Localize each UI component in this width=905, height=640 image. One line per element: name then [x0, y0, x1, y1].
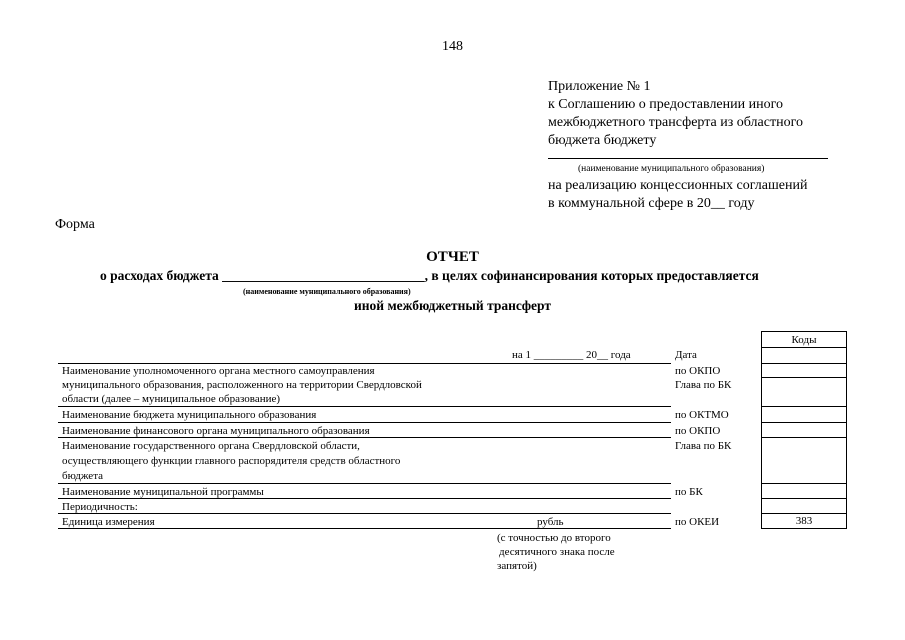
report-subtitle: о расходах бюджета ______________________________, в целях софинансирования которых предоставляется	[100, 268, 759, 283]
row-unit-value: рубль	[537, 516, 564, 528]
row-state-body-line-2: осуществляющего функции главного распорядителя средств областного	[62, 455, 401, 467]
appendix-purpose	[548, 177, 848, 213]
report-subtitle-2: иной межбюджетный трансферт	[353, 298, 552, 313]
rule-6	[58, 513, 671, 514]
appendix-line-6: в коммунальной сфере в 20__ году	[548, 196, 755, 211]
appendix-line-4: бюджета бюджету	[548, 133, 657, 148]
appendix-line-3: межбюджетного трансферта из областного	[548, 115, 803, 130]
appendix-line-5: на реализацию концессионных соглашений	[548, 178, 808, 193]
unit-note-line-2: десятичного знака после	[499, 546, 615, 558]
form-label: Форма	[55, 217, 95, 232]
code-label-glava-2: Глава по БК	[675, 440, 732, 452]
municipality-caption: (наименование муниципального образования)	[578, 164, 765, 174]
code-label-date: Дата	[675, 349, 697, 361]
rule-1	[58, 406, 671, 407]
code-label-oktmo: по ОКТМО	[675, 409, 729, 421]
appendix-heading	[548, 78, 838, 150]
code-cell-okei: 383	[762, 514, 847, 529]
rule-5	[58, 498, 671, 499]
row-authority-line-2: муниципального образования, расположенного на территории Свердловской	[62, 379, 422, 391]
code-cell-date[interactable]	[762, 348, 847, 364]
appendix-line-1: Приложение № 1	[548, 79, 651, 94]
row-state-body-line-1: Наименование государственного органа Свердловской области,	[62, 440, 360, 452]
row-authority-line-1: Наименование уполномоченного органа местного самоуправления	[62, 365, 375, 377]
row-state-body-line-3: бюджета	[62, 470, 104, 482]
date-line: на 1 _________ 20__ года	[512, 349, 631, 361]
code-cell-bk[interactable]	[762, 484, 847, 499]
rule-2	[58, 422, 671, 423]
codes-header: Коды	[762, 332, 847, 348]
appendix-line-2: к Соглашению о предоставлении иного	[548, 97, 783, 112]
rule-4	[58, 483, 671, 484]
unit-note-line-3: запятой)	[497, 560, 537, 572]
page-number: 148	[442, 39, 463, 54]
code-label-okpo-1: по ОКПО	[675, 365, 721, 377]
report-subtitle-caption: (наименование муниципального образования)	[243, 287, 411, 296]
row-program: Наименование муниципальной программы	[62, 486, 264, 498]
code-cell-okpo-1[interactable]	[762, 364, 847, 378]
code-label-okei: по ОКЕИ	[675, 516, 720, 528]
rule-7	[58, 528, 671, 529]
rule-top	[58, 363, 671, 364]
codes-table	[761, 331, 847, 529]
code-cell-glava-2[interactable]	[762, 438, 847, 484]
code-label-okpo-2: по ОКПО	[675, 425, 721, 437]
code-cell-oktmo[interactable]	[762, 407, 847, 423]
row-authority-line-3: области (далее – муниципальное образование)	[62, 393, 281, 405]
code-label-glava-1: Глава по БК	[675, 379, 732, 391]
report-title: ОТЧЕТ	[426, 249, 479, 265]
row-unit: Единица измерения	[62, 516, 155, 528]
code-cell-okpo-2[interactable]	[762, 423, 847, 438]
code-label-bk: по БК	[675, 486, 703, 498]
code-cell-glava-1[interactable]	[762, 378, 847, 407]
row-finance-body: Наименование финансового органа муниципального образования	[62, 425, 370, 437]
row-periodicity: Периодичность:	[62, 501, 138, 513]
rule-3	[58, 437, 671, 438]
code-cell-empty[interactable]	[762, 499, 847, 514]
row-budget-name: Наименование бюджета муниципального образования	[62, 409, 317, 421]
municipality-blank-line	[548, 158, 828, 159]
unit-note-line-1: (с точностью до второго	[497, 532, 611, 544]
